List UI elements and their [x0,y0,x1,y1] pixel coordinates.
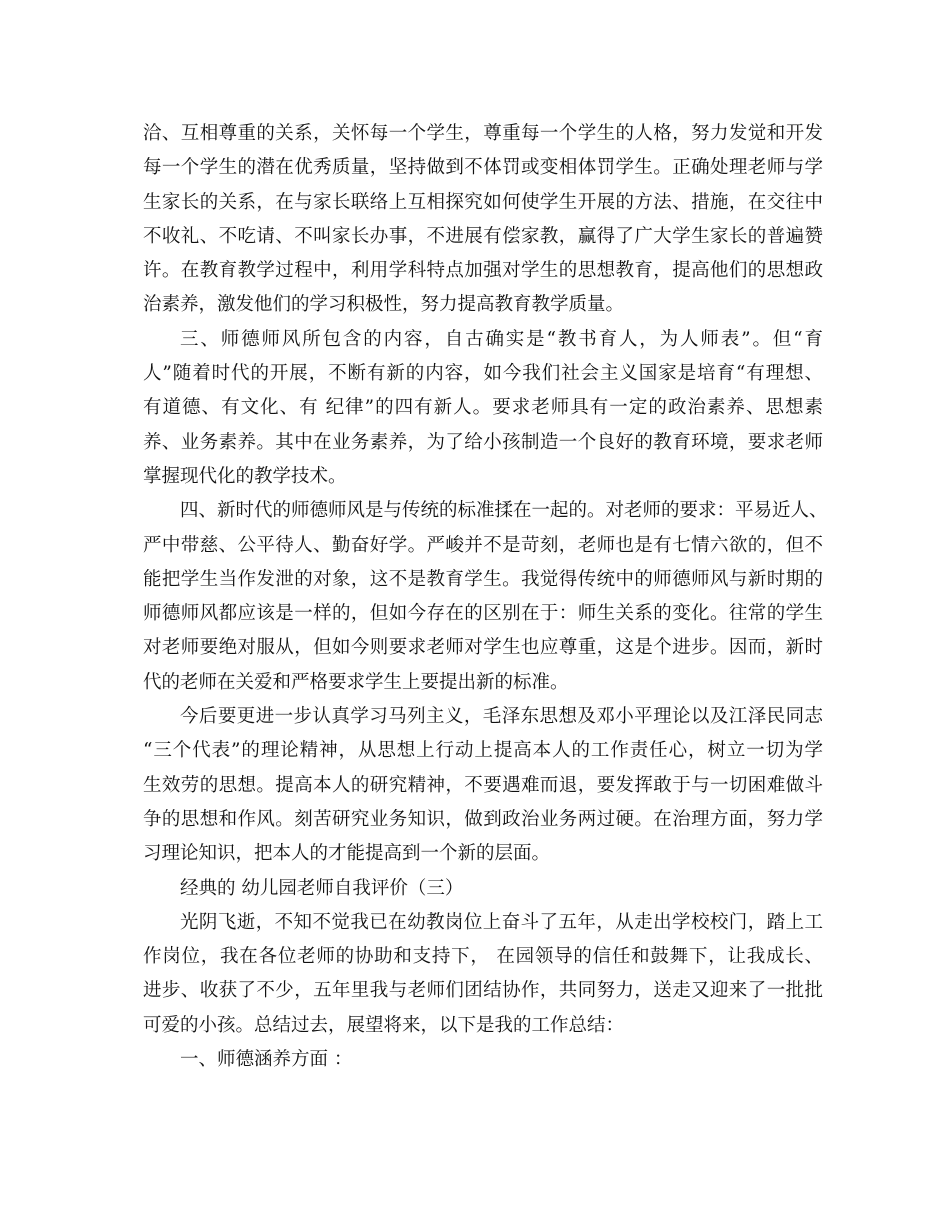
text-line: 许。在教育教学过程中，利用学科特点加强对学生的思想教育，提高他们的思想政 [143,260,823,282]
paragraph-start-line: 光阴飞逝，不知不觉我已在幼教岗位上奋斗了五年，从走出学校校门，踏上工 [180,911,823,933]
text-line: 有道德、有文化、有 纪律”的四有新人。要求老师具有一定的政治素养、思想素 [143,397,823,419]
text-line: 洽、互相尊重的关系，关怀每一个学生，尊重每一个学生的人格，努力发觉和开发 [143,123,823,144]
paragraph-start-line: 三、师德师风所包含的内容，自古确实是“教书育人，为人师表”。但“育 [180,328,823,350]
text-line: 争的思想和作风。刻苦研究业务知识，做到政治业务两过硬。在治理方面，努力学 [143,808,823,830]
paragraph-start-line: 四、新时代的师德师风是与传统的标准揉在一起的。对老师的要求：平易近人、 [180,500,828,522]
document-body [143,117,828,1077]
text-line: 治素养，激发他们的学习积极性，努力提高教育教学质量。 [143,294,625,316]
section-heading: 经典的 幼儿园老师自我评价（三） [180,877,464,899]
text-line: 师德师风都应该是一样的，但如今存在的区别在于：师生关系的变化。往常的学生 [143,603,823,625]
subsection-heading: 一、师德涵养方面 ： [180,1049,353,1071]
text-line: 能把学生当作发泄的对象，这不是教育学生。我觉得传统中的师德师风与新时期的 [143,568,823,590]
text-line: 可爱的小孩。总结过去，展望将来，以下是我的工作总结： [143,1014,625,1036]
text-line: 代的老师在关爱和严格要求学生上要提出新的标准。 [143,671,569,693]
text-line: 不收礼、不吃请、不叫家长办事，不进展有偿家教，赢得了广大学生家长的普遍赞 [143,225,823,247]
text-line: 掌握现代化的教学技术。 [143,465,347,487]
text-line: 生效劳的思想。提高本人的研究精神，不要遇难而退，要发挥敢于与一切困难做斗 [143,774,823,796]
text-line: 进步、收获了不少，五年里我与老师们团结协作，共同努力，送走又迎来了一批批 [143,980,823,1002]
text-line: 每一个学生的潜在优秀质量，坚持做到不体罚或变相体罚学生。正确处理老师与学 [143,157,823,179]
text-line: 作岗位，我在各位老师的协助和支持下， 在园领导的信任和鼓舞下，让我成长、 [143,946,823,968]
text-line: 严中带慈、公平待人、勤奋好学。严峻并不是苛刻，老师也是有七情六欲的，但不 [143,534,823,556]
text-line: 生家长的关系，在与家长联络上互相探究如何使学生开展的方法、措施，在交往中 [143,191,823,213]
text-line: 对老师要绝对服从，但如今则要求老师对学生也应尊重，这是个进步。因而，新时 [143,637,823,659]
text-line: 习理论知识，把本人的才能提高到一个新的层面。 [143,843,551,865]
text-line: “三个代表”的理论精神，从思想上行动上提高本人的工作责任心，树立一切为学 [143,740,823,762]
paragraph-start-line: 今后要更进一步认真学习马列主义，毛泽东思想及邓小平理论以及江泽民同志 [180,706,823,728]
text-line: 养、业务素养。其中在业务素养，为了给小孩制造一个良好的教育环境，要求老师 [143,431,823,453]
text-line: 人”随着时代的开展，不断有新的内容，如今我们社会主义国家是培育“有理想、 [143,363,823,385]
